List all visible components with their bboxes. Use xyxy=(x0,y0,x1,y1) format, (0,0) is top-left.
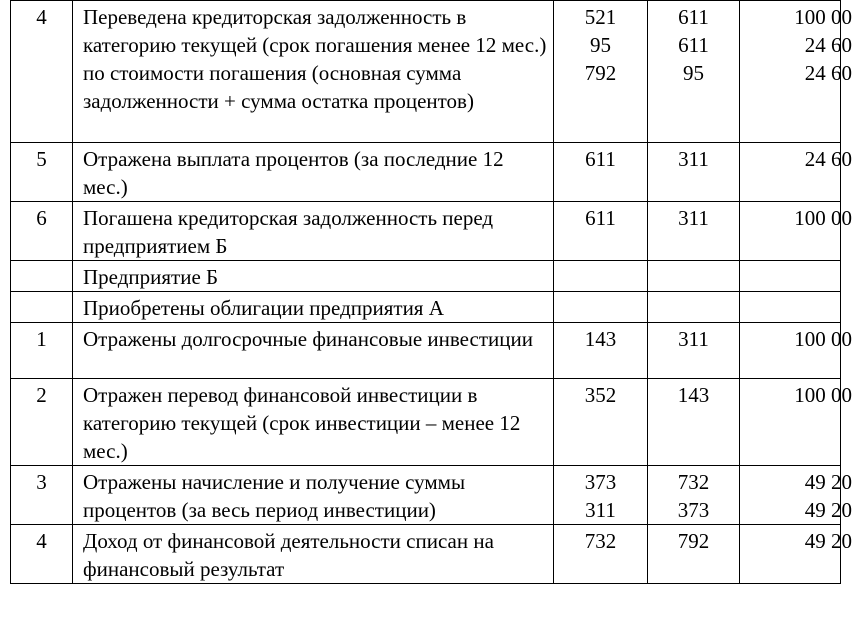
amount-cell xyxy=(740,525,852,584)
entry-description-cell: Доход от финансовой деятельности списан на финансовый результат xyxy=(73,525,554,584)
accounting-entries-table-wrapper xyxy=(10,0,852,584)
credit-account: 611 xyxy=(678,33,709,57)
entry-number-cell xyxy=(11,261,73,292)
accounting-entries-table xyxy=(10,0,852,584)
credit-account-cell xyxy=(648,1,740,143)
amount-value: 24 60 xyxy=(804,33,852,57)
debit-account: 352 xyxy=(584,383,617,407)
amount-value: 100 00 xyxy=(794,5,852,29)
amount-cell xyxy=(740,292,841,323)
amount-cell xyxy=(740,323,852,379)
credit-account: 95 xyxy=(683,61,704,85)
table-body xyxy=(11,1,852,584)
debit-account-cell xyxy=(554,292,648,323)
debit-account-cell xyxy=(554,323,648,379)
credit-account-cell xyxy=(648,261,740,292)
entry-description-cell: Отражены начисление и получение суммы процентов (за весь период инвестиции) xyxy=(73,466,554,525)
table-row xyxy=(11,202,841,261)
amount-cell xyxy=(740,466,852,525)
credit-account: 611 xyxy=(678,5,709,29)
debit-account: 95 xyxy=(590,33,611,57)
table-row xyxy=(11,1,841,143)
entry-number-cell: 1 xyxy=(11,323,73,379)
amount-value: 100 00 xyxy=(794,327,852,351)
table-row xyxy=(11,292,841,323)
amount-value: 100 00 xyxy=(794,383,852,407)
credit-account-cell xyxy=(648,525,740,584)
entry-description-cell: Погашена кредиторская задолженность перед предприятием Б xyxy=(73,202,554,261)
table-row xyxy=(11,143,841,202)
credit-account-cell xyxy=(648,202,740,261)
debit-account: 311 xyxy=(585,498,616,522)
entry-description-cell: Отражена выплата процентов (за последние 12 мес.) xyxy=(73,143,554,202)
debit-account-cell xyxy=(554,379,648,466)
table-row xyxy=(11,379,841,466)
credit-account-cell xyxy=(648,323,740,379)
debit-account: 611 xyxy=(585,147,616,171)
amount-value: 49 20 xyxy=(804,529,852,553)
credit-account-cell xyxy=(648,292,740,323)
credit-account-cell xyxy=(648,143,740,202)
entry-number-cell xyxy=(11,292,73,323)
debit-account-cell xyxy=(554,143,648,202)
credit-account: 311 xyxy=(678,327,709,351)
table-row xyxy=(11,466,841,525)
entry-description-cell: Отражены долгосрочные финансовые инвестиции xyxy=(73,323,554,379)
amount-cell xyxy=(740,1,852,143)
debit-account: 611 xyxy=(585,206,616,230)
credit-account: 311 xyxy=(678,147,709,171)
debit-account-cell xyxy=(554,525,648,584)
credit-account: 311 xyxy=(678,206,709,230)
debit-account: 521 xyxy=(584,5,617,29)
debit-account-cell xyxy=(554,261,648,292)
amount-value: 24 60 xyxy=(804,61,852,85)
amount-value: 24 60 xyxy=(804,147,852,171)
amount-cell xyxy=(740,202,852,261)
amount-value: 100 00 xyxy=(794,206,852,230)
amount-value: 49 20 xyxy=(804,470,852,494)
amount-cell xyxy=(740,143,852,202)
table-row xyxy=(11,261,841,292)
entry-number-cell: 3 xyxy=(11,466,73,525)
entry-description-cell: Отражен перевод финансовой инвестиции в категорию текущей (срок инвестиции – менее 12 мес.) xyxy=(73,379,554,466)
credit-account-cell xyxy=(648,466,740,525)
credit-account: 373 xyxy=(677,498,710,522)
debit-account-cell xyxy=(554,1,648,143)
entry-number-cell: 4 xyxy=(11,1,73,143)
amount-cell xyxy=(740,261,841,292)
entry-description-cell: Предприятие Б xyxy=(73,261,554,292)
entry-number-cell: 4 xyxy=(11,525,73,584)
debit-account-cell xyxy=(554,466,648,525)
debit-account: 143 xyxy=(584,327,617,351)
credit-account: 732 xyxy=(677,470,710,494)
entry-description-cell: Приобретены облигации предприятия А xyxy=(73,292,554,323)
credit-account: 792 xyxy=(677,529,710,553)
amount-cell xyxy=(740,379,852,466)
debit-account: 373 xyxy=(584,470,617,494)
debit-account: 732 xyxy=(584,529,617,553)
entry-number-cell: 5 xyxy=(11,143,73,202)
table-row xyxy=(11,323,841,379)
debit-account-cell xyxy=(554,202,648,261)
entry-number-cell: 6 xyxy=(11,202,73,261)
entry-number-cell: 2 xyxy=(11,379,73,466)
debit-account: 792 xyxy=(584,61,617,85)
entry-description-cell: Переведена кредиторская задолженность в категорию текущей (срок погашения менее 12 мес.) по стоимости погашения (основная сумма задолженности + сумма остатка процентов) xyxy=(73,1,554,143)
credit-account-cell xyxy=(648,379,740,466)
amount-value: 49 20 xyxy=(804,498,852,522)
table-row xyxy=(11,525,841,584)
credit-account: 143 xyxy=(677,383,710,407)
